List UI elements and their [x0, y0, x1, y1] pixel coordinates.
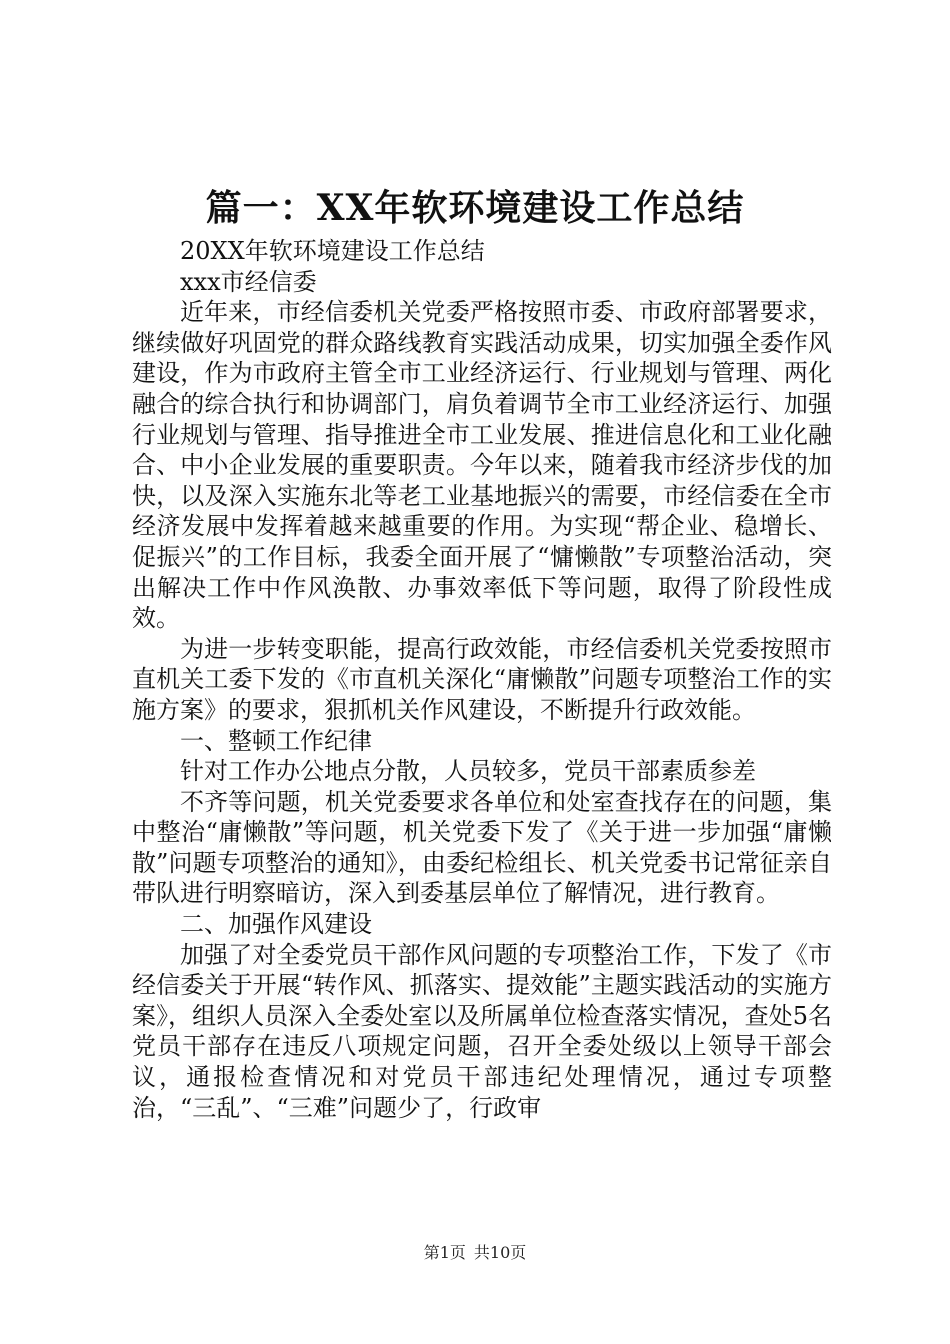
section-lead-discipline: 针对工作办公地点分散，人员较多，党员干部素质参差: [180, 757, 756, 786]
section-heading-style: 二、加强作风建设: [180, 910, 372, 939]
body-paragraph-intro: 近年来，市经信委机关党委严格按照市委、市政府部署要求，继续做好巩固党的群众路线教育实践活动成果，切实加强全委作风建设，作为市政府主管全市工业经济运行、行业规划与管理、两化融合的综合执行和协调部门，肩负着调节全市工业经济运行、加强行业规划与管理、指导推进全市工业发展、推进信息化和工业化融合、中小企业发展的重要职责。今年以来，随着我市经济步伐的加快，以及深入实施东北等老工业基地振兴的需要，市经信委在全市经济发展中发挥着越来越重要的作用。为实现“帮企业、稳增长、促振兴”的工作目标，我委全面开展了“慵懒散”专项整治活动，突出解决工作中作风涣散、办事效率低下等问题，取得了阶段性成效。: [132, 298, 832, 633]
page-footer: [0, 1241, 950, 1265]
document-subtitle: 20XX年软环境建设工作总结: [180, 237, 485, 265]
page-title: 篇一：XX年软环境建设工作总结: [205, 187, 745, 229]
page-number: 第1页: [423, 1243, 466, 1262]
section-heading-discipline: 一、整顿工作纪律: [180, 726, 372, 755]
body-paragraph-purpose: 为进一步转变职能，提高行政效能，市经信委机关党委按照市直机关工委下发的《市直机关深化“庸懒散”问题专项整治工作的实施方案》的要求，狠抓机关作风建设，不断提升行政效能。: [132, 634, 832, 724]
document-body: [132, 236, 832, 1123]
page-total: 共10页: [473, 1243, 527, 1262]
section-body-discipline: 不齐等问题，机关党委要求各单位和处室查找存在的问题，集中整治“庸懒散”等问题，机关党委下发了《关于进一步加强“庸懒散”问题专项整治的通知》，由委纪检组长、机关党委书记常征亲自带队进行明察暗访，深入到委基层单位了解情况，进行教育。: [132, 787, 832, 908]
document-author: xxx市经信委: [180, 267, 317, 296]
section-body-style: 加强了对全委党员干部作风问题的专项整治工作，下发了《市经信委关于开展“转作风、抓落实、提效能”主题实践活动的实施方案》，组织人员深入全委处室以及所属单位检查落实情况，查处5名党员干部存在违反八项规定问题，召开全委处级以上领导干部会议，通报检查情况和对党员干部违纪处理情况，通过专项整治，“三乱”、“三难”问题少了，行政审: [132, 940, 832, 1122]
